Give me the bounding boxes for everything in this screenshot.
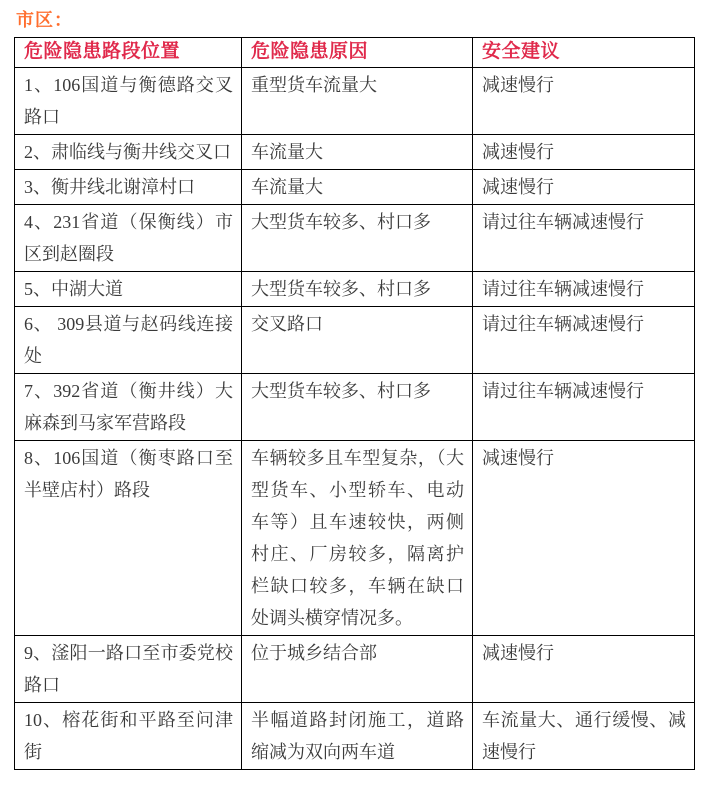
cell-reason: 半幅道路封闭施工，道路缩减为双向两车道 xyxy=(242,703,473,770)
cell-reason: 车流量大 xyxy=(242,135,473,170)
cell-location: 10、榕花街和平路至问津街 xyxy=(15,703,242,770)
cell-reason: 车辆较多且车型复杂，（大型货车、小型轿车、电动车等）且车速较快，两侧村庄、厂房较多，隔离护栏缺口较多，车辆在缺口处调头横穿情况多。 xyxy=(242,441,473,636)
cell-reason: 大型货车较多、村口多 xyxy=(242,374,473,441)
cell-advice: 减速慢行 xyxy=(473,441,695,636)
header-reason: 危险隐患原因 xyxy=(242,38,473,68)
cell-location: 1、106国道与衡德路交叉路口 xyxy=(15,68,242,135)
cell-advice: 减速慢行 xyxy=(473,68,695,135)
cell-advice: 车流量大、通行缓慢、减速慢行 xyxy=(473,703,695,770)
cell-advice: 请过往车辆减速慢行 xyxy=(473,272,695,307)
cell-advice: 减速慢行 xyxy=(473,135,695,170)
cell-location: 4、231省道（保衡线）市区到赵圈段 xyxy=(15,205,242,272)
cell-reason: 重型货车流量大 xyxy=(242,68,473,135)
table-row xyxy=(15,205,695,272)
table-row xyxy=(15,307,695,374)
cell-advice: 请过往车辆减速慢行 xyxy=(473,374,695,441)
section-title: 市区： xyxy=(16,10,73,30)
cell-advice: 请过往车辆减速慢行 xyxy=(473,205,695,272)
cell-location: 8、106国道（衡枣路口至半壁店村）路段 xyxy=(15,441,242,636)
cell-advice: 减速慢行 xyxy=(473,170,695,205)
cell-reason: 大型货车较多、村口多 xyxy=(242,205,473,272)
cell-reason: 车流量大 xyxy=(242,170,473,205)
table-row xyxy=(15,441,695,636)
table-row xyxy=(15,374,695,441)
header-location: 危险隐患路段位置 xyxy=(15,38,242,68)
cell-location: 3、衡井线北谢漳村口 xyxy=(15,170,242,205)
table-row xyxy=(15,703,695,770)
cell-location: 9、滏阳一路口至市委党校路口 xyxy=(15,636,242,703)
table-row xyxy=(15,135,695,170)
table-row xyxy=(15,272,695,307)
cell-reason: 交叉路口 xyxy=(242,307,473,374)
table-row xyxy=(15,68,695,135)
cell-location: 7、392省道（衡井线）大麻森到马家军营路段 xyxy=(15,374,242,441)
header-advice: 安全建议 xyxy=(473,38,695,68)
cell-reason: 大型货车较多、村口多 xyxy=(242,272,473,307)
table-header-row xyxy=(15,38,695,68)
cell-location: 6、 309县道与赵码线连接处 xyxy=(15,307,242,374)
cell-advice: 减速慢行 xyxy=(473,636,695,703)
cell-location: 5、中湖大道 xyxy=(15,272,242,307)
table-row xyxy=(15,636,695,703)
hazard-road-table xyxy=(14,37,695,770)
cell-location: 2、肃临线与衡井线交叉口 xyxy=(15,135,242,170)
table-row xyxy=(15,170,695,205)
cell-reason: 位于城乡结合部 xyxy=(242,636,473,703)
cell-advice: 请过往车辆减速慢行 xyxy=(473,307,695,374)
